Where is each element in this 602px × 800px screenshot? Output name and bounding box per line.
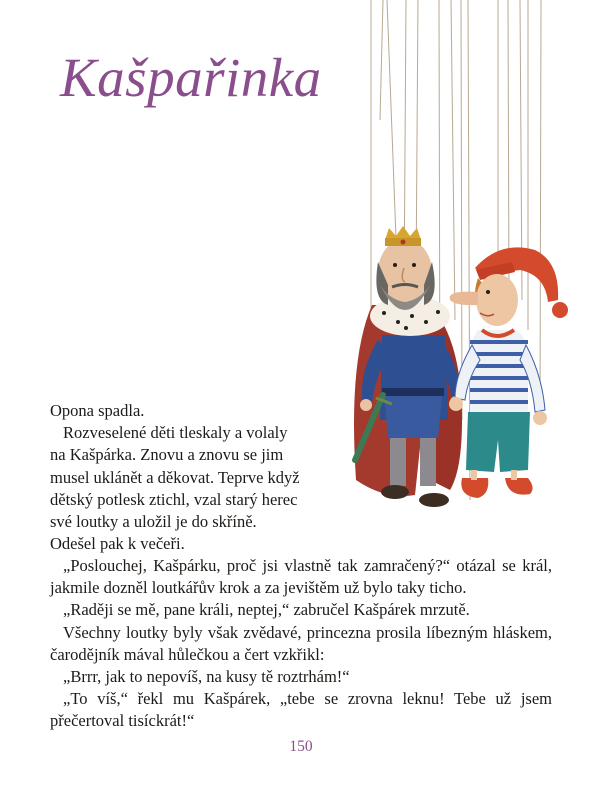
paragraph-devil-threat: „Brrr, jak to nepovíš, na kusy tě roztrhám!“ (63, 667, 350, 687)
paragraph-curtain: Opona spadla. (50, 401, 145, 420)
king-marionette (354, 226, 462, 507)
marionettes-illustration (330, 0, 602, 530)
chapter-title: Kašpařinka (60, 47, 322, 108)
paragraph-applause: Rozveselené děti tleskaly a volaly na Kašpárka. Znovu a znovu se jim musel uklánět a děkovat. Teprve když dětský potlesk ztichl, vzal starý herec své loutky a uložil je do skříně. (50, 423, 300, 532)
paragraph-dinner: Odešel pak k večeři. (50, 534, 185, 554)
paragraph-kasparek-answer: „To víš,“ řekl mu Kašpárek, „tebe se zrovna leknu! Tebe už jsem přečertoval tisíckrát!“ (50, 689, 552, 731)
paragraph-puppets-curious: Všechny loutky byly však zvědavé, princezna prosila líbezným hláskem, čarodějník mával hůlečkou a čert vzkřikl: (50, 622, 552, 664)
page-number: 150 (289, 738, 313, 755)
dialogue-text-block (50, 555, 552, 733)
paragraph-kasparek-reply: „Raději se mě, pane králi, neptej,“ zabručel Kašpárek mrzutě. (63, 600, 470, 620)
kasparek-marionette (449, 247, 568, 498)
paragraph-king-question: „Poslouchej, Kašpárku, proč jsi vlastně tak zamračený?“ otázal se král, jakmile dozněl loutkářův krok a za jevištěm už bylo taky ticho. (50, 556, 552, 598)
intro-text-column (50, 400, 306, 555)
